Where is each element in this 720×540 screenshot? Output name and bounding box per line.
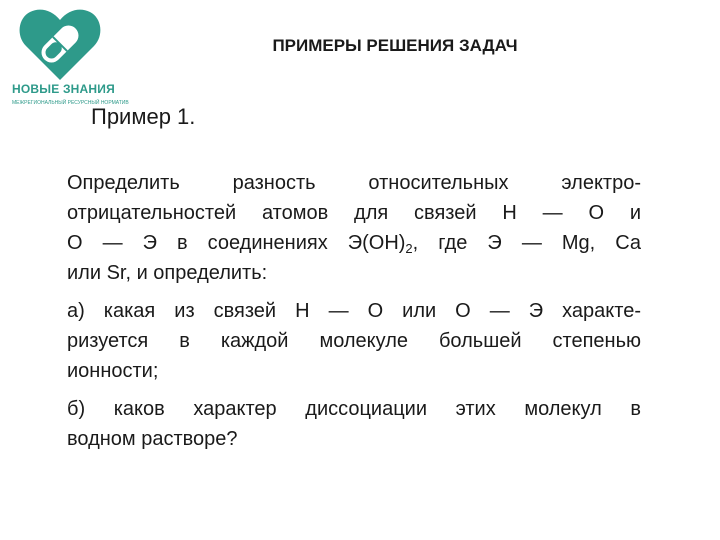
example-content (67, 168, 641, 454)
question-a-line: ризуется в каждой молекуле большей степенью (67, 330, 641, 352)
problem-line: Определить разность относительных электро- (67, 172, 641, 194)
problem-text: О — Э в соединениях Э(ОН) (67, 232, 406, 254)
problem-line: отрицательностей атомов для связей Н — О и (67, 202, 641, 224)
page-title: ПРИМЕРЫ РЕШЕНИЯ ЗАДАЧ (272, 36, 518, 55)
question-a-line: ионности; (67, 360, 159, 382)
logo-tagline: МЕЖРЕГИОНАЛЬНЫЙ РЕСУРСНЫЙ НОРМАТИВ (12, 100, 129, 106)
example-title: Пример 1. (91, 104, 196, 129)
question-b (67, 394, 641, 454)
question-a (67, 296, 641, 386)
question-a-line: а) какая из связей Н — О или О — Э характе- (67, 300, 641, 322)
problem-statement (67, 168, 641, 288)
subscript: 2 (405, 241, 413, 256)
logo (8, 6, 129, 110)
question-b-line: б) каков характер диссоциации этих молекул в (67, 398, 641, 420)
problem-line: или Sr, и определить: (67, 262, 268, 284)
question-b-line: водном растворе? (67, 428, 238, 450)
problem-text: , где Э — Mg, Са (412, 232, 641, 254)
problem-line (67, 228, 641, 258)
logo-name: НОВЫЕ ЗНАНИЯ (12, 82, 115, 96)
